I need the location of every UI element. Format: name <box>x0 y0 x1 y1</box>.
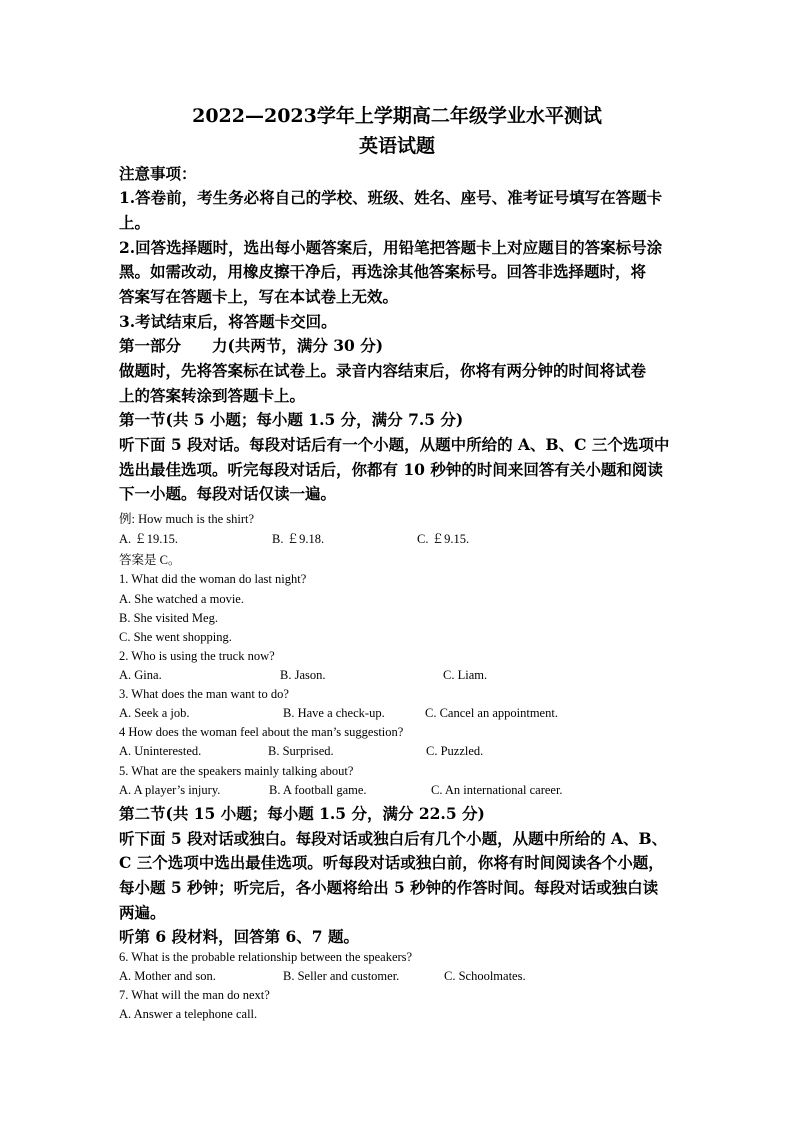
question-3: 3. What does the man want to do? <box>119 687 289 701</box>
section2-directions-line-4: 两遍。 <box>119 903 166 922</box>
material-6-heading: 听第 6 段材料，回答第 6、7 题。 <box>119 927 359 946</box>
question-6-option-a: A. Mother and son. <box>119 969 216 983</box>
part1-intro-line-1: 做题时，先将答案标在试卷上。录音内容结束后，你将有两分钟的时间将试卷 <box>119 361 647 380</box>
question-2: 2. Who is using the truck now? <box>119 649 275 663</box>
question-1: 1. What did the woman do last night? <box>119 572 307 586</box>
question-2-option-b: B. Jason. <box>280 668 326 682</box>
note-2-line-2: 黑。如需改动，用橡皮擦干净后，再选涂其他答案标号。回答非选择题时，将 <box>119 262 647 281</box>
question-6-option-b: B. Seller and customer. <box>283 969 400 983</box>
section2-directions-line-2: C 三个选项中选出最佳选项。听每段对话或独白前，你将有时间阅读各个小题， <box>119 853 664 872</box>
question-7-option-a: A. Answer a telephone call. <box>119 1007 258 1021</box>
note-2-line-1: 2.回答选择题时，选出每小题答案后，用铅笔把答题卡上对应题目的答案标号涂 <box>119 238 663 257</box>
question-4-option-c: C. Puzzled. <box>426 744 484 758</box>
note-1-line-1: 1.答卷前，考生务必将自己的学校、班级、姓名、座号、准考证号填写在答题卡 <box>119 188 663 207</box>
section1-heading: 第一节(共 5 小题；每小题 1.5 分，满分 7.5 分) <box>119 410 464 429</box>
question-2-option-c: C. Liam. <box>443 668 488 682</box>
example-question: 例: How much is the shirt? <box>119 512 255 526</box>
question-4-option-b: B. Surprised. <box>268 744 334 758</box>
part1-intro-line-2: 上的答案转涂到答题卡上。 <box>119 386 306 405</box>
question-3-option-c: C. Cancel an appointment. <box>425 706 558 720</box>
note-2-line-3: 答案写在答题卡上，写在本试卷上无效。 <box>119 287 399 306</box>
question-5: 5. What are the speakers mainly talking about? <box>119 764 354 778</box>
note-3: 3.考试结束后，将答题卡交回。 <box>119 312 337 331</box>
example-option-c: C. ￡9.15. <box>417 532 470 546</box>
section1-directions-line-2: 选出最佳选项。听完每段对话后，你都有 10 秒钟的时间来回答有关小题和阅读 <box>119 460 663 479</box>
question-3-option-a: A. Seek a job. <box>119 706 190 720</box>
question-4: 4 How does the woman feel about the man’s suggestion? <box>119 725 404 739</box>
question-6-option-c: C. Schoolmates. <box>444 969 526 983</box>
exam-title: 2022—2023学年上学期高二年级学业水平测试 <box>192 105 602 127</box>
question-5-option-b: B. A football game. <box>269 783 367 797</box>
question-5-option-a: A. A player’s injury. <box>119 783 221 797</box>
question-3-option-b: B. Have a check-up. <box>283 706 385 720</box>
example-option-b: B. ￡9.18. <box>272 532 325 546</box>
section1-directions-line-1: 听下面 5 段对话。每段对话后有一个小题，从题中所给的 A、B、C 三个选项中 <box>119 435 670 454</box>
question-1-option-c: C. She went shopping. <box>119 630 232 644</box>
question-2-option-a: A. Gina. <box>119 668 162 682</box>
exam-subtitle: 英语试题 <box>358 135 435 157</box>
section1-directions-line-3: 下一小题。每段对话仅读一遍。 <box>119 484 337 503</box>
example-option-a: A. ￡19.15. <box>119 532 179 546</box>
notes-heading: 注意事项： <box>119 164 197 183</box>
question-1-option-a: A. She watched a movie. <box>119 592 244 606</box>
question-4-option-a: A. Uninterested. <box>119 744 202 758</box>
section2-directions-line-1: 听下面 5 段对话或独白。每段对话或独白后有几个小题，从题中所给的 A、B、 <box>119 829 668 848</box>
question-6: 6. What is the probable relationship between the speakers? <box>119 950 413 964</box>
question-5-option-c: C. An international career. <box>431 783 563 797</box>
note-1-line-2: 上。 <box>119 213 151 232</box>
section2-directions-line-3: 每小题 5 秒钟；听完后，各小题将给出 5 秒钟的作答时间。每段对话或独白读 <box>119 878 659 897</box>
part1-heading: 第一部分 力(共两节，满分 30 分) <box>119 336 384 355</box>
question-7: 7. What will the man do next? <box>119 988 270 1002</box>
question-1-option-b: B. She visited Meg. <box>119 611 218 625</box>
example-answer: 答案是 C。 <box>119 553 181 567</box>
section2-heading: 第二节(共 15 小题；每小题 1.5 分，满分 22.5 分) <box>119 804 485 823</box>
